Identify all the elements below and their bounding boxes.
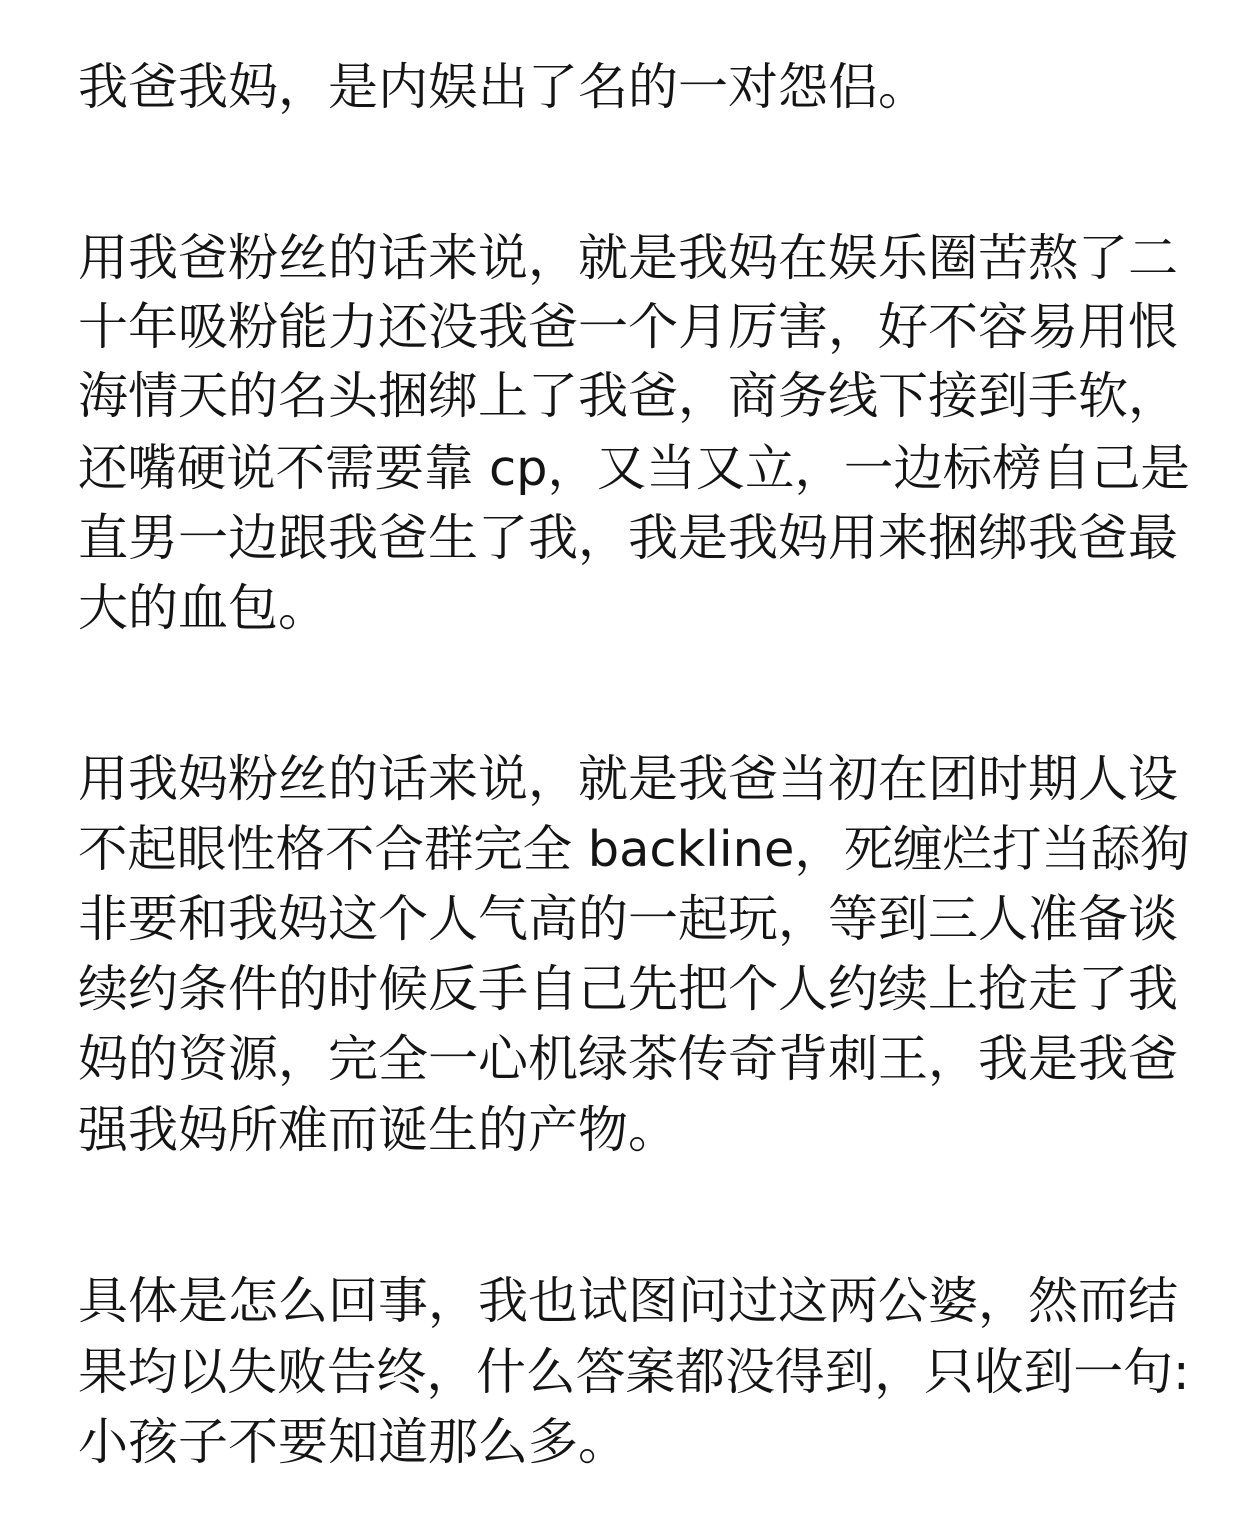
paragraph-2-line-4: 还嘴硬说不需要靠 cp，又当又立，一边标榜自己是 [78, 439, 1190, 497]
paragraph-3-line-6: 强我妈所难而诞生的产物。 [78, 1101, 678, 1159]
paragraph-2-line-5: 直男一边跟我爸生了我，我是我妈用来捆绑我爸最 [78, 509, 1178, 567]
paragraph-3-line-2: 不起眼性格不合群完全 backline，死缠烂打当舔狗 [78, 820, 1190, 878]
paragraph-1-line-1: 我爸我妈，是内娱出了名的一对怨侣。 [78, 58, 928, 116]
paragraph-2-line-1: 用我爸粉丝的话来说，就是我妈在娱乐圈苦熬了二 [78, 229, 1178, 287]
paragraph-4-line-3: 小孩子不要知道那么多。 [78, 1413, 628, 1471]
paragraph-2-line-2: 十年吸粉能力还没我爸一个月厉害，好不容易用恨 [78, 298, 1178, 356]
paragraph-3-line-5: 妈的资源，完全一心机绿茶传奇背刺王，我是我爸 [78, 1030, 1178, 1088]
paragraph-4-line-1: 具体是怎么回事，我也试图问过这两公婆，然而结 [78, 1272, 1178, 1330]
paragraph-3-line-1: 用我妈粉丝的话来说，就是我爸当初在团时期人设 [78, 750, 1178, 808]
paragraph-2-line-6: 大的血包。 [78, 579, 328, 637]
paragraph-3-line-4: 续约条件的时候反手自己先把个人约续上抢走了我 [78, 960, 1178, 1018]
paragraph-4-line-2: 果均以失败告终，什么答案都没得到，只收到一句: [78, 1343, 1190, 1401]
paragraph-3-line-3: 非要和我妈这个人气高的一起玩，等到三人准备谈 [78, 890, 1178, 948]
paragraph-2-line-3: 海情天的名头捆绑上了我爸，商务线下接到手软， [78, 367, 1178, 425]
